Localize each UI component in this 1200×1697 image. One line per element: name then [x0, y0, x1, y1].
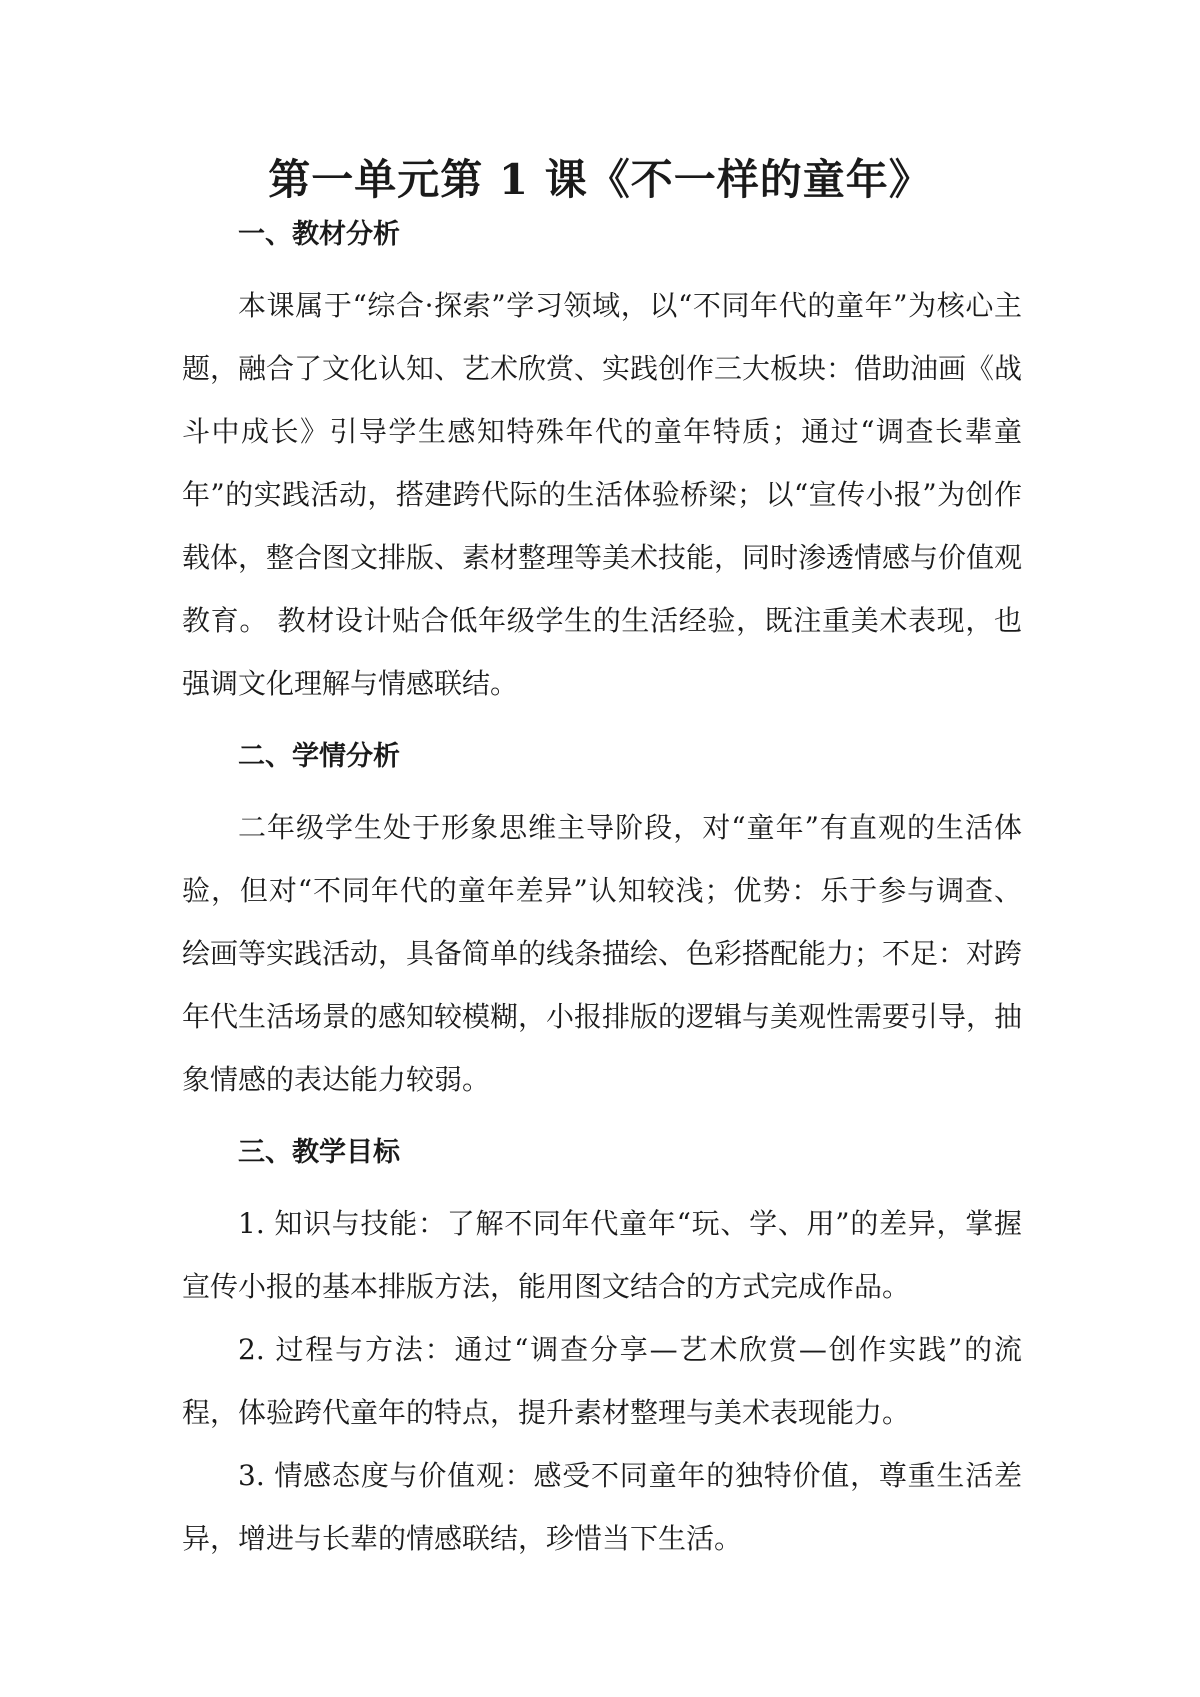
paragraph-learner-analysis: 二年级学生处于形象思维主导阶段，对“童年”有直观的生活体验，但对“不同年代的童年差异”认知较浅；优势：乐于参与调查、绘画等实践活动，具备简单的线条描绘、色彩搭配能力；不足：对跨年代生活场景的感知较模糊，小报排版的逻辑与美观性需要引导，抽象情感的表达能力较弱。 [182, 811, 1023, 1096]
section-heading-teaching-goals: 三、教学目标 [238, 1137, 400, 1168]
page-title: 第一单元第 1 课《不一样的童年》 [268, 155, 932, 204]
paragraph-goal-knowledge-skills: 1. 知识与技能：了解不同年代童年“玩、学、用”的差异，掌握宣传小报的基本排版方法，能用图文结合的方式完成作品。 [182, 1207, 1022, 1303]
paragraph-textbook-analysis: 本课属于“综合·探索”学习领域，以“不同年代的童年”为核心主题，融合了文化认知、艺术欣赏、实践创作三大板块：借助油画《战斗中成长》引导学生感知特殊年代的童年特质；通过“调查长辈童年”的实践活动，搭建跨代际的生活体验桥梁；以“宣传小报”为创作载体，整合图文排版、素材整理等美术技能，同时渗透情感与价值观教育。 教材设计贴合低年级学生的生活经验，既注重美术表现，也强调文化理解与情感联结。 [182, 289, 1023, 700]
document-body [182, 215, 1022, 1570]
section-heading-learner-analysis: 二、学情分析 [238, 741, 400, 772]
paragraph-goal-process-methods: 2. 过程与方法：通过“调查分享—艺术欣赏—创作实践”的流程，体验跨代童年的特点，提升素材整理与美术表现能力。 [182, 1333, 1022, 1429]
paragraph-goal-emotion-values: 3. 情感态度与价值观：感受不同童年的独特价值，尊重生活差异，增进与长辈的情感联结，珍惜当下生活。 [182, 1459, 1022, 1555]
section-heading-textbook-analysis: 一、教材分析 [238, 219, 400, 250]
